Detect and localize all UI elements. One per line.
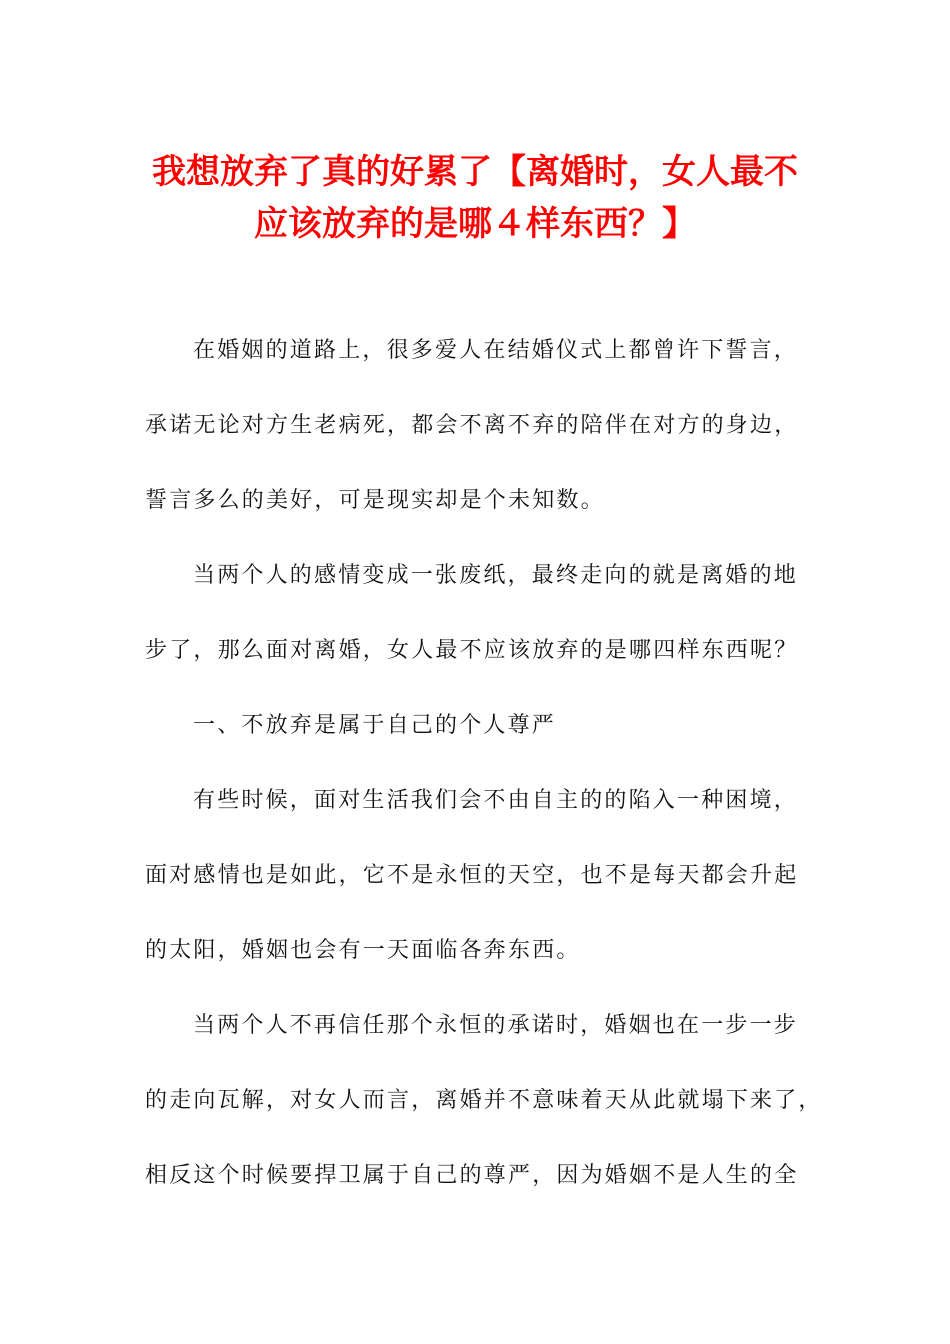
- paragraph-line: 承诺无论对方生老病死，都会不离不弃的陪伴在对方的身边，: [145, 413, 799, 438]
- paragraph-line: 有些时候，面对生活我们会不由自主的的陷入一种困境，: [193, 788, 799, 813]
- title-line-1: 我想放弃了真的好累了【离婚时，女人最不: [152, 152, 798, 192]
- paragraph-line: 面对感情也是如此，它不是永恒的天空，也不是每天都会升起: [145, 863, 799, 888]
- paragraph-line: 的走向瓦解，对女人而言，离婚并不意味着天从此就塌下来了，: [145, 1088, 823, 1113]
- paragraph-line: 誓言多么的美好，可是现实却是个未知数。: [145, 488, 605, 513]
- paragraph-line: 当两个人的感情变成一张废纸，最终走向的就是离婚的地: [193, 563, 799, 588]
- paragraph-line: 的太阳，婚姻也会有一天面临各奔东西。: [145, 938, 581, 963]
- document-title: [120, 146, 830, 250]
- section-heading: 一、不放弃是属于自己的个人尊严: [193, 713, 557, 738]
- paragraph-line: 当两个人不再信任那个永恒的承诺时，婚姻也在一步一步: [193, 1013, 799, 1038]
- paragraph-line: 在婚姻的道路上，很多爱人在结婚仪式上都曾许下誓言，: [193, 338, 799, 363]
- title-line-2: 应该放弃的是哪４样东西？】: [254, 204, 696, 244]
- document-body: [145, 326, 823, 1226]
- paragraph-line: 相反这个时候要捍卫属于自己的尊严，因为婚姻不是人生的全: [145, 1163, 799, 1188]
- paragraph-line: 步了，那么面对离婚，女人最不应该放弃的是哪四样东西呢？: [145, 638, 799, 663]
